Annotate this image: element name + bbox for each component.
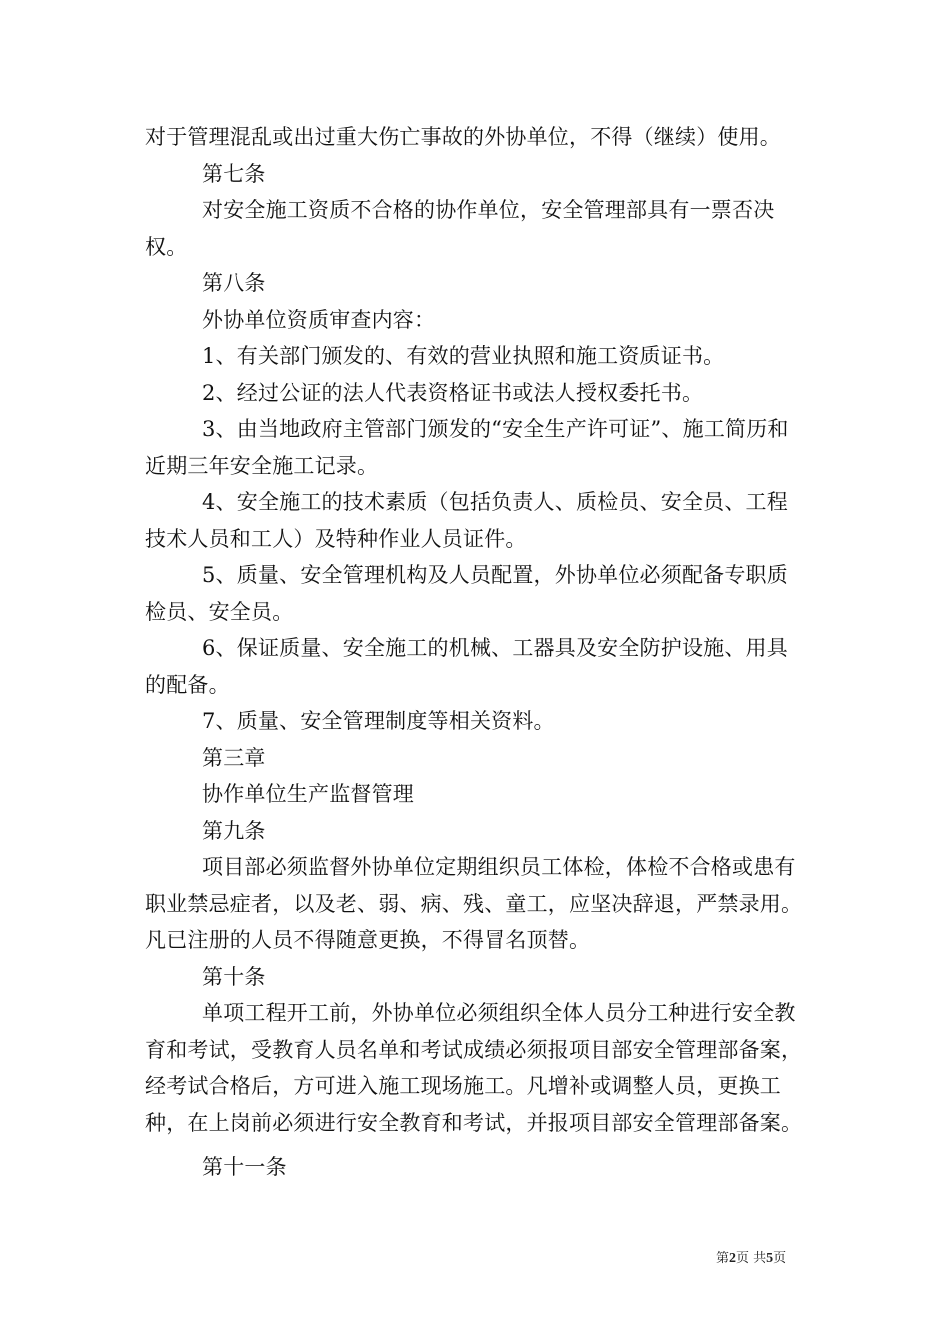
article-heading-8: 第八条	[202, 271, 266, 295]
article-heading-9: 第九条	[202, 818, 266, 843]
list-item-4: 4、安全施工的技术素质（包括负责人、质检员、安全员、工程技术人员和工人）及特种作业人员证件。	[145, 490, 788, 551]
list-item-1: 1、有关部门颁发的、有效的营业执照和施工资质证书。	[202, 344, 725, 368]
article-heading-11: 第十一条	[202, 1155, 287, 1179]
list-item-7: 7、质量、安全管理制度等相关资料。	[202, 709, 555, 733]
footer-prefix: 第	[716, 1251, 730, 1266]
article-heading-7: 第七条	[202, 161, 266, 186]
document-body	[145, 119, 807, 1186]
list-item-5: 5、质量、安全管理机构及人员配置，外协单位必须配备专职质检员、安全员。	[145, 563, 788, 624]
chapter-title-3: 协作单位生产监督管理	[202, 782, 414, 806]
list-item-2: 2、经过公证的法人代表资格证书或法人授权委托书。	[202, 380, 704, 405]
footer-total-pages: 5	[766, 1251, 774, 1266]
paragraph-article-7: 对安全施工资质不合格的协作单位，安全管理部具有一票否决权。	[145, 198, 775, 259]
article-heading-10: 第十条	[202, 964, 266, 989]
paragraph-article-9: 项目部必须监督外协单位定期组织员工体检，体检不合格或患有职业禁忌症者，以及老、弱、病、残、童工，应坚决辞退，严禁录用。凡已注册的人员不得随意更换，不得冒名顶替。	[145, 855, 803, 952]
list-item-6: 6、保证质量、安全施工的机械、工器具及安全防护设施、用具的配备。	[145, 636, 788, 697]
footer-middle: 页 共	[736, 1251, 767, 1266]
footer-current-page: 2	[729, 1251, 737, 1266]
paragraph-article-10: 单项工程开工前，外协单位必须组织全体人员分工种进行安全教育和考试，受教育人员名单和考试成绩必须报项目部安全管理部备案，经考试合格后，方可进入施工现场施工。凡增补或调整人员，更换工种，在上岗前必须进行安全教育和考试，并报项目部安全管理部备案。	[145, 1001, 803, 1135]
paragraph-article-8-intro: 外协单位资质审查内容：	[202, 307, 436, 332]
page-footer	[716, 1247, 786, 1267]
chapter-heading-3: 第三章	[202, 745, 266, 770]
paragraph-continuation: 对于管理混乱或出过重大伤亡事故的外协单位，不得（继续）使用。	[145, 125, 781, 149]
footer-suffix: 页	[773, 1251, 787, 1266]
list-item-3: 3、由当地政府主管部门颁发的“安全生产许可证”、施工简历和近期三年安全施工记录。	[145, 417, 789, 478]
